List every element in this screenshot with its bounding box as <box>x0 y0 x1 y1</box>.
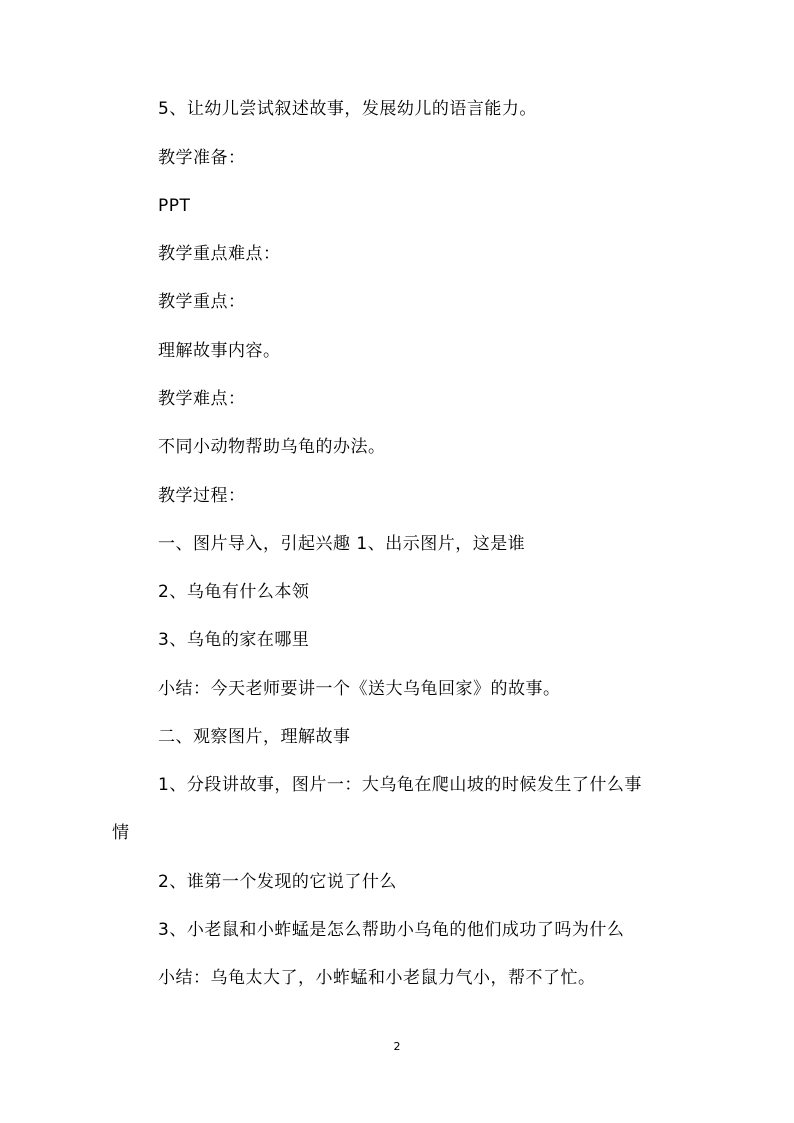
text-line-prep-ppt: PPT <box>158 196 191 216</box>
text-line-story-step-3: 3、小老鼠和小蚱蜢是怎么帮助小乌龟的他们成功了吗为什么 <box>158 920 625 940</box>
text-line-summary-2: 小结：乌龟太大了，小蚱蜢和小老鼠力气小，帮不了忙。 <box>158 968 596 988</box>
text-line-key-heading: 教学重点： <box>158 292 246 312</box>
text-line-story-step-1-cont: 情 <box>112 823 130 843</box>
text-line-story-step-2: 2、谁第一个发现的它说了什么 <box>158 872 397 892</box>
text-line-story-step-1: 1、分段讲故事，图片一：大乌龟在爬山坡的时候发生了什么事 <box>158 775 642 795</box>
text-line-key-difficult: 教学重点难点： <box>158 244 281 264</box>
text-line-section-2: 二、观察图片，理解故事 <box>158 727 351 747</box>
text-line-step-3: 3、乌龟的家在哪里 <box>158 630 310 650</box>
text-line-step-2: 2、乌龟有什么本领 <box>158 582 310 602</box>
text-line-summary-1: 小结：今天老师要讲一个《送大乌龟回家》的故事。 <box>158 679 561 699</box>
text-line-process-heading: 教学过程： <box>158 486 246 506</box>
page-number: 2 <box>393 1040 401 1053</box>
text-line-difficult-content: 不同小动物帮助乌龟的办法。 <box>158 437 386 457</box>
text-line-difficult-heading: 教学难点： <box>158 389 246 409</box>
text-line-key-content: 理解故事内容。 <box>158 341 281 361</box>
text-line-prep-heading: 教学准备： <box>158 148 246 168</box>
text-line-section-1: 一、图片导入，引起兴趣 1、出示图片，这是谁 <box>158 534 526 554</box>
text-line-goal-5: 5、让幼儿尝试叙述故事，发展幼儿的语言能力。 <box>158 99 537 119</box>
